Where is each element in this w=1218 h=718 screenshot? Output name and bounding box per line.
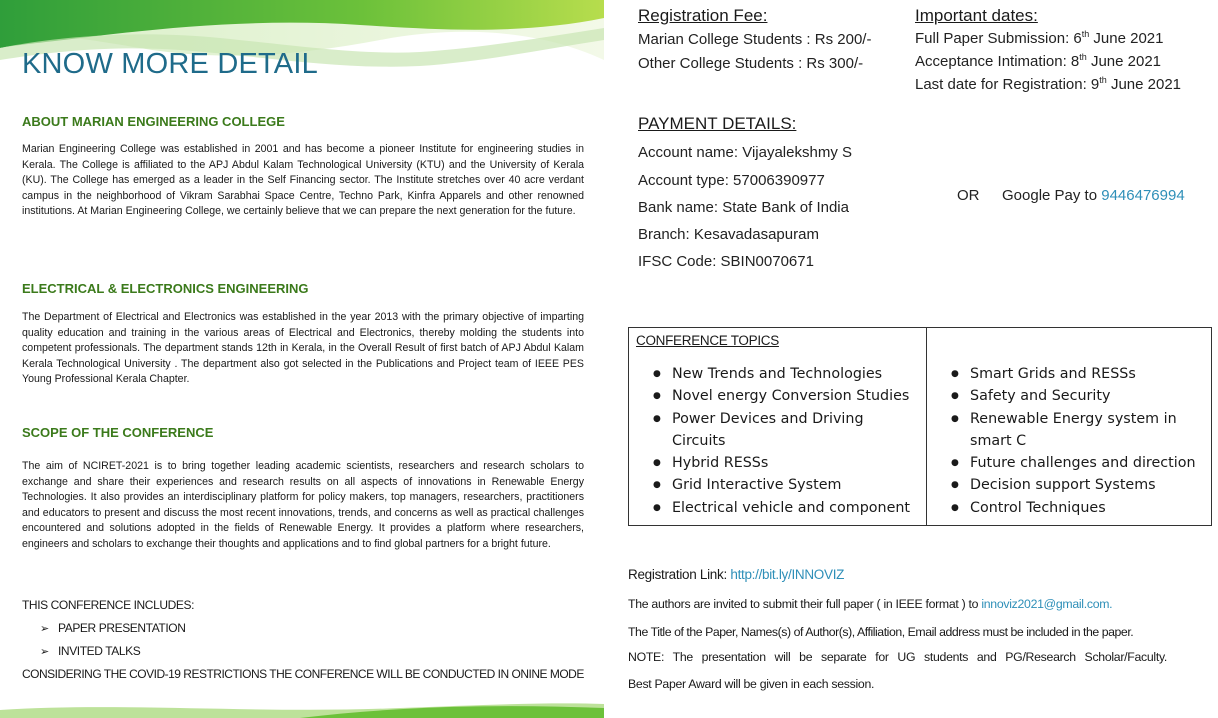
registration-fee-heading: Registration Fee: — [638, 6, 768, 25]
list-item: ➢ INVITED TALKS — [40, 644, 141, 658]
list-item: ● Decision support Systems — [951, 474, 1209, 496]
page-title: KNOW MORE DETAIL — [22, 48, 318, 80]
or-label: OR — [957, 187, 980, 204]
bottom-wave-decoration — [0, 698, 604, 718]
list-item: ● Hybrid RESSs — [653, 452, 921, 474]
includes-list — [40, 621, 186, 667]
email-link[interactable]: innoviz2021@gmail.com. — [981, 597, 1113, 611]
award-note: Best Paper Award will be given in each session. — [628, 677, 875, 691]
payment-heading: PAYMENT DETAILS: — [638, 114, 797, 133]
about-paragraph: Marian Engineering College was established in 2001 and has become a pioneer Institute for engineering studies in Kerala. The College is affiliated to the APJ Abdul Kalam Technological University (KTU) and the University of Kerala (KU). The College has emerged as a leader in the Self Financing sector. The Institute stretches over 40 acre verdant campus in the neighborhood of Vikram Sarabhai Space Centre, Techno Park, Kinfra Apparels and other renowned institutions. At Marian Engineering College, we certainly believe that we can prepare the next generation for the future. — [22, 143, 584, 218]
arrow-bullet-icon: ➢ — [40, 646, 50, 658]
about-heading: ABOUT MARIAN ENGINEERING COLLEGE — [22, 114, 285, 129]
arrow-bullet-icon: ➢ — [40, 623, 50, 635]
title-note: The Title of the Paper, Names(s) of Author(s), Affiliation, Email address must be included in the paper. — [628, 625, 1134, 639]
topics-list-left — [653, 363, 921, 519]
fee-marian: Marian College Students : Rs 200/- — [638, 31, 872, 48]
invite-line: The authors are invited to submit their full paper ( in IEEE format ) to innoviz2021@gmail.com. — [628, 597, 1113, 611]
dates-list — [915, 25, 1181, 94]
eee-paragraph: The Department of Electrical and Electronics was established in the year 2013 with the primary objective of imparting quality education and training in the various areas of Electrical and Electronics, thereby molding the students into competent professionals. The department stands 12th in Kerala, in the Overall Result of first batch of APJ Abdul Kalam Kerala Technological University . The department also got selected in the Publications and Project team of IEEE PES Young Professional Kerala Chapter. — [22, 311, 584, 386]
list-item: ● Electrical vehicle and component — [653, 497, 921, 519]
ifsc-code: IFSC Code: SBIN0070671 — [638, 253, 814, 270]
date-item: Full Paper Submission: 6th June 2021 — [915, 29, 1164, 47]
important-dates-heading: Important dates: — [915, 6, 1038, 25]
registration-link-line: Registration Link: http://bit.ly/INNOVIZ — [628, 567, 845, 582]
bank-name: Bank name: State Bank of India — [638, 199, 849, 216]
covid-note: CONSIDERING THE COVID-19 RESTRICTIONS THE CONFERENCE WILL BE CONDUCTED IN ONINE MODE — [22, 667, 584, 681]
google-pay-info: Google Pay to 9446476994 — [1002, 187, 1185, 204]
scope-paragraph: The aim of NCIRET-2021 is to bring together leading academic scientists, researchers and research scholars to exchange and share their experiences and research results on all aspects of innovations in Renewable Energy Technologies. It also provides an interdisciplinary platform for policy makers, top managers, researchers, practitioners and educators to present and discuss the most recent innovations, trends, and concerns as well as practical challenges encountered and solutions adopted in the fields of Renewable Energy. It provides a platform where researchers, engineers and scholars to exchange their thoughts and applications and to find global partners for a bright future. — [22, 460, 584, 550]
topics-heading: CONFERENCE TOPICS — [636, 333, 779, 348]
list-item: ➢ PAPER PRESENTATION — [40, 621, 186, 635]
list-item: ● Control Techniques — [951, 497, 1209, 519]
list-item: ● Novel energy Conversion Studies — [653, 385, 921, 407]
date-item: Acceptance Intimation: 8th June 2021 — [915, 52, 1162, 70]
list-item: ● Future challenges and direction — [951, 452, 1209, 474]
left-panel — [0, 0, 604, 718]
list-item: ● Renewable Energy system in smart C — [951, 408, 1209, 453]
topics-divider — [926, 327, 927, 526]
includes-heading: THIS CONFERENCE INCLUDES: — [22, 598, 195, 612]
list-item: ● Safety and Security — [951, 385, 1209, 407]
fee-other: Other College Students : Rs 300/- — [638, 55, 864, 72]
list-item: ● Power Devices and Driving Circuits — [653, 408, 921, 453]
list-item: ● Smart Grids and RESSs — [951, 363, 1209, 385]
eee-heading: ELECTRICAL & ELECTRONICS ENGINEERING — [22, 281, 309, 296]
account-name: Account name: Vijayalekshmy S — [638, 144, 852, 161]
google-pay-number[interactable]: 9446476994 — [1101, 187, 1185, 204]
list-item: ● New Trends and Technologies — [653, 363, 921, 385]
branch: Branch: Kesavadasapuram — [638, 226, 819, 243]
scope-heading: SCOPE OF THE CONFERENCE — [22, 425, 214, 440]
account-type: Account type: 57006390977 — [638, 172, 825, 189]
date-item: Last date for Registration: 9th June 2021 — [915, 75, 1182, 93]
registration-link[interactable]: http://bit.ly/INNOVIZ — [730, 567, 845, 582]
presentation-note: NOTE: The presentation will be separate for UG students and PG/Research Scholar/Faculty. — [628, 650, 1167, 664]
topics-list-right — [951, 363, 1209, 519]
list-item: ● Grid Interactive System — [653, 474, 921, 496]
